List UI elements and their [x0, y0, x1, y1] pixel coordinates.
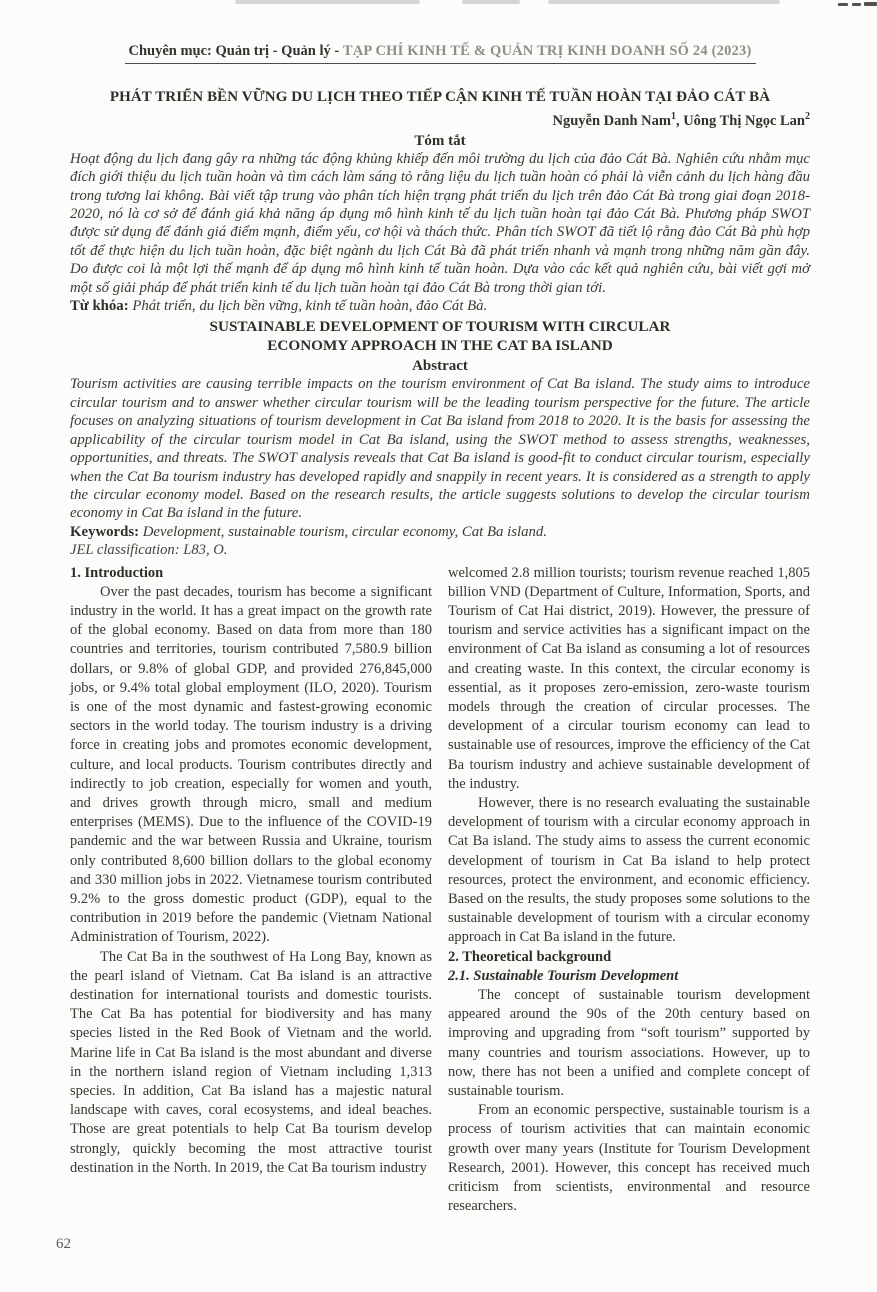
intro-paragraph-1: Over the past decades, tourism has become a significant industry in the world. It has a great impact on the growth rate of the global economy. Based on data from more than 180 countries and territories, tourism contributed 7,580.9 billion dollars, or 9.8% of global GDP, and provided 276,845,000 jobs, or 9.4% total global employment (ILO, 2020). Tourism is one of the most dynamic and fastest-growing economic sectors in the world today. The tourism industry is a driving force in creating jobs and promotes economic development, culture, and local products. Tourism contributes directly and indirectly to job creation, especially for women and youth, and drives growth through micro, small and medium enterprises (MEMS). Due to the influence of the COVID-19 pandemic and the war between Russia and Ukraine, tourism only contributed 8,600 billion dollars to the global economy and 330 million jobs in 2022. Vietnamese tourism contributed 9.2% to the gross domestic product (GDP), equal to the contribution in 2019 before the pandemic (Vietnam National Administration of Tourism, 2022).: [70, 583, 432, 946]
keywords-label-en: Keywords:: [70, 523, 140, 540]
keywords-line-en: [70, 523, 810, 541]
keywords-label-vi: Từ khóa:: [70, 298, 129, 315]
header-journal-name: TẠP CHÍ KINH TẾ & QUẢN TRỊ KINH DOANH SỐ 24 (2023): [342, 43, 752, 59]
body-columns: [70, 564, 810, 1217]
author-2: Uông Thị Ngọc Lan: [683, 112, 805, 129]
author-1: Nguyễn Danh Nam: [552, 112, 671, 129]
running-header-rule: Chuyên mục: Quản trị - Quản lý - TẠP CHÍ KINH TẾ & QUẢN TRỊ KINH DOANH SỐ 24 (2023): [125, 42, 756, 64]
abstract-heading-vi: Tóm tắt: [414, 132, 466, 149]
keywords-line-vi: [70, 297, 810, 315]
intro-paragraph-2: The Cat Ba in the southwest of Ha Long Bay, known as the pearl island of Vietnam. Cat Ba island is an attractive destination for international tourists and domestic tourists. The Cat Ba has potential for biodiversity and has many species listed in the Red Book of Vietnam and the world. Marine life in Cat Ba island is the most abundant and diverse in the northern island region of Vietnam including 1,313 species. In addition, Cat Ba island has a majestic natural landscape with caves, coral ecosystems, and ideal beaches. Those are great potentials to help Cat Ba tourism develop strongly, quickly becoming the most attractive tourist destination in the North. In 2019, the Cat Ba tourism industry: [70, 948, 432, 1176]
scan-artifact-dash-1: [838, 3, 848, 6]
abstract-body-en: Tourism activities are causing terrible impacts on the tourism environment of Cat Ba island. The study aims to introduce circular tourism and to answer whether circular tourism will be the leading tourism perspective for the future. The article focuses on analyzing situations of tourism development in Cat Ba island from 2018 to 2020. It is the basis for assessing the applicability of the circular tourism model in Cat Ba island, using the SWOT method to assess strengths, weaknesses, opportunities, and threats. The SWOT analysis reveals that Cat Ba island is good-fit to conduct circular tourism, especially when the Cat Ba tourism industry has developed rapidly and snappily in recent years. It is considered as a strength to apply the circular economy model. Based on the research results, the article suggests solutions to develop the circular tourism economy in Cat Ba island in the future.: [70, 376, 810, 522]
running-header: [70, 0, 810, 64]
page-content: [70, 0, 810, 1216]
article-title-en-line1: SUSTAINABLE DEVELOPMENT OF TOURISM WITH CIRCULAR: [209, 318, 671, 336]
author-line: Nguyễn Danh Nam$^1$, Uông Thị Ngọc Lan$^2$: [552, 111, 810, 129]
keywords-text-vi: Phát triển, du lịch bền vững, kinh tế tuần hoàn, đảo Cát Bà.: [128, 298, 488, 315]
section-heading-introduction: 1. Introduction: [70, 564, 164, 581]
theory-paragraph-1: The concept of sustainable tourism development appeared around the 90s of the 20th century based on improving and upgrading from “soft tourism” supported by many countries and tourism associations. However, up to now, there has not been a unified and complete concept of sustainable tourism.: [448, 987, 810, 1100]
abstract-body-vi: Hoạt động du lịch đang gây ra những tác động khủng khiếp đến môi trường du lịch của đảo Cát Bà. Nghiên cứu nhằm mục đích giới thiệu du lịch tuần hoàn và tìm cách làm sáng tỏ rằng liệu du lịch tuần hoàn có phải là viễn cảnh du lịch hàng đầu trong tương lai không. Bài viết tập trung vào phân tích hiện trạng phát triển du lịch trên đảo Cát Bà trong giai đoạn 2018-2020, nó là cơ sở để đánh giá khả năng áp dụng mô hình kinh tế du lịch tuần hoàn tại đảo Cát Bà. Phương pháp SWOT được sử dụng để đánh giá điểm mạnh, điểm yếu, cơ hội và thách thức. Phân tích SWOT đã tiết lộ rằng đảo Cát Bà phù hợp tốt để thực hiện du lịch tuần hoàn, đặc biệt ngành du lịch Cát Bà đã phát triển nhanh và mạnh trong những năm gần đây. Do được coi là một lợi thế mạnh để áp dụng mô hình kinh tế tuần hoàn. Dựa vào các kết quả nghiên cứu, bài viết gợi mở một số giải pháp để phát triển kinh tế du lịch tuần hoàn tại đảo Cát Bà trong thời gian tới.: [70, 150, 810, 296]
theory-paragraph-2: From an economic perspective, sustainable tourism is a process of tourism activities that can maintain economic growth over many years (Institute for Tourism Development Research, 2001). However, this concept has received much criticism from scientists, environmental and resource researchers.: [448, 1102, 810, 1215]
keywords-text-en: Development, sustainable tourism, circular economy, Cat Ba island.: [139, 523, 548, 540]
header-section-label: Chuyên mục: Quản trị - Quản lý: [128, 43, 331, 59]
section-heading-theoretical-background: 2. Theoretical background: [448, 948, 612, 965]
scan-artifact-dash-3: [864, 2, 877, 6]
author-1-affiliation-mark: 1: [670, 111, 676, 122]
intro-paragraph-2-continued: welcomed 2.8 million tourists; tourism revenue reached 1,805 billion VND (Department of Culture, Information, Sports, and Tourism of Cat Hai district, 2019). However, the pressure of tourism and service activities has a significant impact on the environment of Cat Ba island as consuming a lot of resources and creating waste. In this context, the circular economy is essential, as it proposes zero-emission, zero-waste tourism models through the creation of circular processes. The development of a circular tourism economy can lead to sustainable use of resources, improve the efficiency of the Cat Ba tourism industry and achieve sustainable development of the industry.: [448, 564, 810, 792]
scan-artifact-dash-2: [852, 3, 861, 6]
intro-paragraph-3: However, there is no research evaluating the sustainable development of tourism with a circular economy approach in Cat Ba island. The study aims to assess the current economic development of tourism in Cat Ba island to help protect resources, protect the environment, and economic efficiency. Based on the results, the study proposes some solutions to the sustainable development of tourism with a circular economy approach in Cat Ba island in the future.: [448, 794, 810, 946]
jel-classification: JEL classification: L83, O.: [70, 542, 228, 559]
page-number: 62: [56, 1236, 71, 1252]
subsection-heading-sustainable-tourism: 2.1. Sustainable Tourism Development: [448, 967, 679, 984]
column-right: [448, 564, 810, 1217]
column-left: [70, 564, 432, 1217]
article-title-en: [70, 317, 810, 355]
author-2-affiliation-mark: 2: [805, 111, 810, 122]
abstract-heading-en: Abstract: [412, 358, 468, 375]
article-title-vi: PHÁT TRIỂN BỀN VỮNG DU LỊCH THEO TIẾP CẬN KINH TẾ TUẦN HOÀN TẠI ĐẢO CÁT BÀ: [109, 89, 771, 105]
article-title-en-line2: ECONOMY APPROACH IN THE CAT BA ISLAND: [267, 337, 613, 355]
